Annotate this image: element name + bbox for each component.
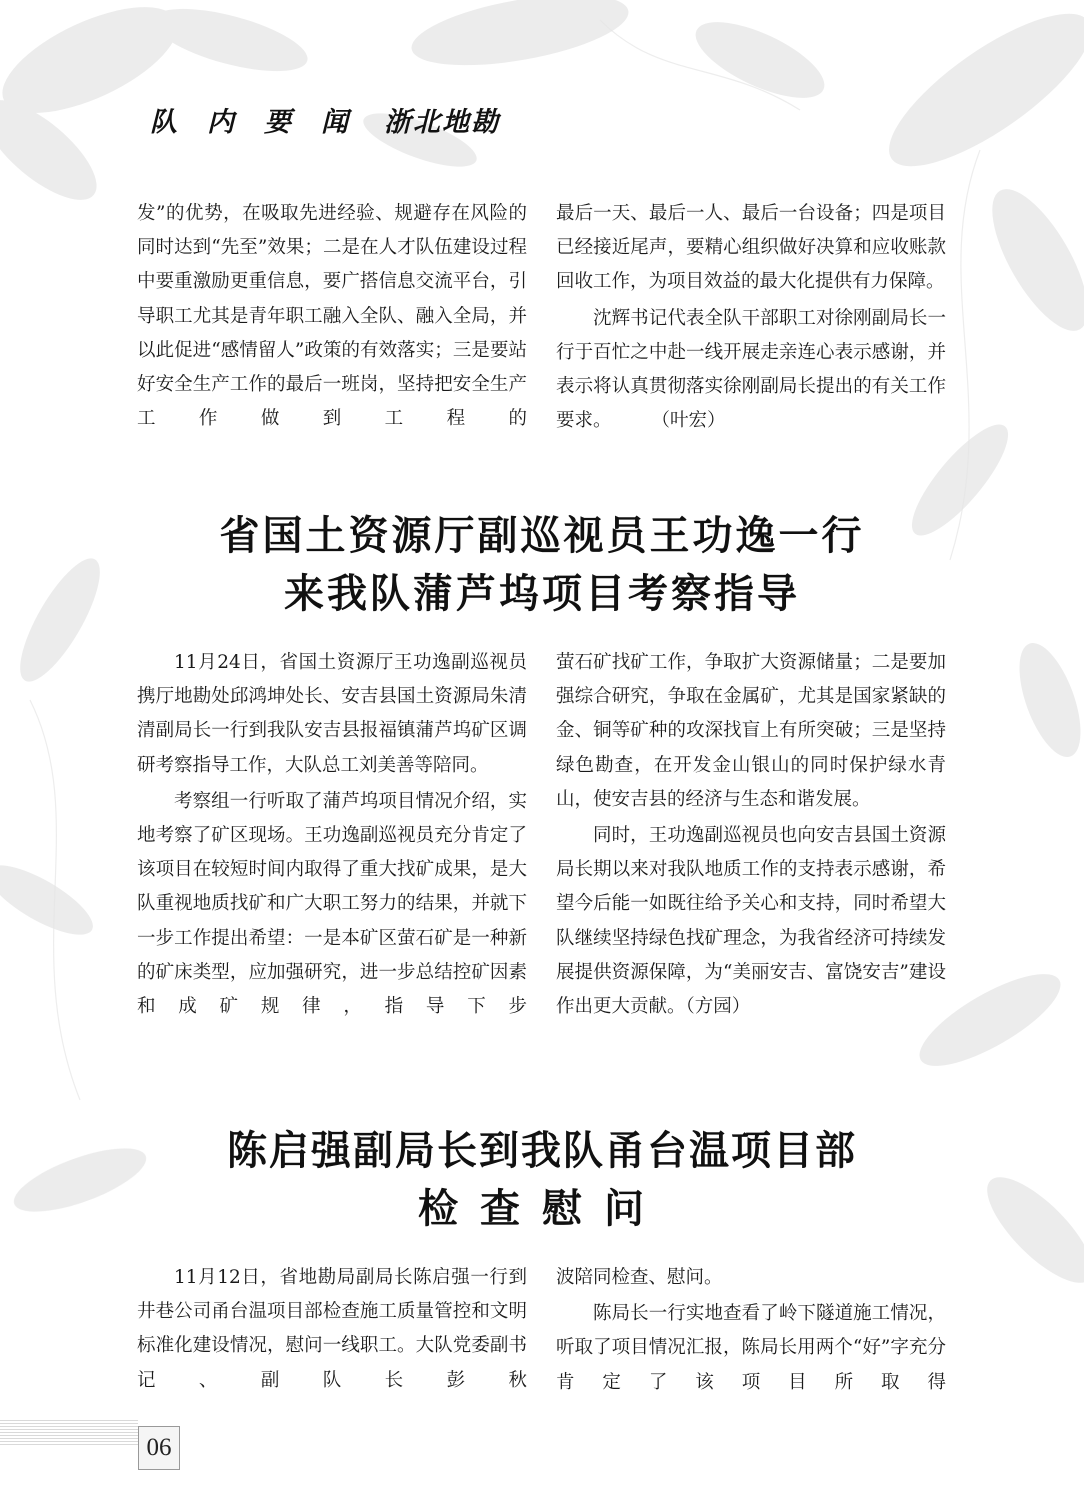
headline-line: 陈启强副局长到我队甬台温项目部: [227, 1127, 857, 1174]
headline-line: 省国土资源厅副巡视员王功逸一行: [219, 513, 865, 559]
headline-line: 检查慰问: [418, 1185, 666, 1232]
article-continuation-left-column: [137, 197, 527, 436]
page-number: 06: [138, 1426, 180, 1470]
headline-line: 来我队蒲芦坞项目考察指导: [284, 571, 800, 617]
article-continuation-right-column: [556, 197, 946, 438]
section-title: 队内要闻: [150, 107, 378, 138]
footer-decorative-lines: [0, 1420, 138, 1446]
publication-name: 浙北地勘: [384, 107, 500, 138]
paragraph: 11月12日，省地勘局副局长陈启强一行到井巷公司甬台温项目部检查施工质量管控和文明标准化建设情况，慰问一线职工。大队党委副书记、副队长彭秋: [137, 1267, 527, 1391]
page-header: [150, 100, 500, 139]
article-left-column: [137, 646, 527, 1024]
article-left-column: [137, 1261, 527, 1398]
article-headline: [0, 507, 1084, 623]
paragraph: 陈局长一行实地查看了岭下隧道施工情况，听取了项目情况汇报，陈局长用两个“好”字充分肯定了该项目所取得: [556, 1303, 946, 1393]
article-right-column: [556, 646, 946, 1024]
byline: （叶宏）: [651, 410, 726, 432]
paragraph: [556, 302, 946, 439]
paragraph: 考察组一行听取了蒲芦坞项目情况介绍，实地考察了矿区现场。王功逸副巡视员充分肯定了该项目在较短时间内取得了重大找矿成果，是大队重视地质找矿和广大职工努力的结果，并就下一步工作提出希望：一是本矿区萤石矿是一种新的矿床类型，应加强研究，进一步总结控矿因素和成矿规律，指导下步: [137, 790, 527, 1018]
paragraph: 11月24日，省国土资源厅王功逸副巡视员携厅地勘处邱鸿坤处长、安吉县国土资源局朱清清副局长一行到我队安吉县报福镇蒲芦坞矿区调研考察指导工作，大队总工刘美善等陪同。: [137, 652, 527, 776]
paragraph-text: 沈辉书记代表全队干部职工对徐刚副局长一行于百忙之中赴一线开展走亲连心表示感谢，并表示将认真贯彻落实徐刚副局长提出的有关工作要求。: [556, 307, 946, 432]
paragraph: 萤石矿找矿工作，争取扩大资源储量；二是要加强综合研究，争取在金属矿，尤其是国家紧缺的金、铜等矿种的攻深找盲上有所突破；三是坚持绿色勘查，在开发金山银山的同时保护绿水青山，使安吉县的经济与生态和谐发展。: [556, 652, 946, 810]
paragraph: 发”的优势，在吸取先进经验、规避存在风险的同时达到“先至”效果；二是在人才队伍建设过程中要重激励更重信息，要广搭信息交流平台，引导职工尤其是青年职工融入全队、融入全局，并以此促进“感情留人”政策的有效落实；三是要站好安全生产工作的最后一班岗，坚持把安全生产工作做到工程的: [137, 203, 527, 430]
paragraph: 最后一天、最后一人、最后一台设备；四是项目已经接近尾声，要精心组织做好决算和应收账款回收工作，为项目效益的最大化提供有力保障。: [556, 203, 946, 293]
paragraph: 波陪同检查、慰问。: [556, 1267, 723, 1288]
article-headline: [0, 1122, 1084, 1238]
paragraph: 同时，王功逸副巡视员也向安吉县国土资源局长期以来对我队地质工作的支持表示感谢，希望今后能一如既往给予关心和支持，同时希望大队继续坚持绿色找矿理念，为我省经济可持续发展提供资源保障，为“美丽安吉、富饶安吉”建设作出更大贡献。（方园）: [556, 825, 946, 1018]
article-right-column: [556, 1261, 946, 1400]
